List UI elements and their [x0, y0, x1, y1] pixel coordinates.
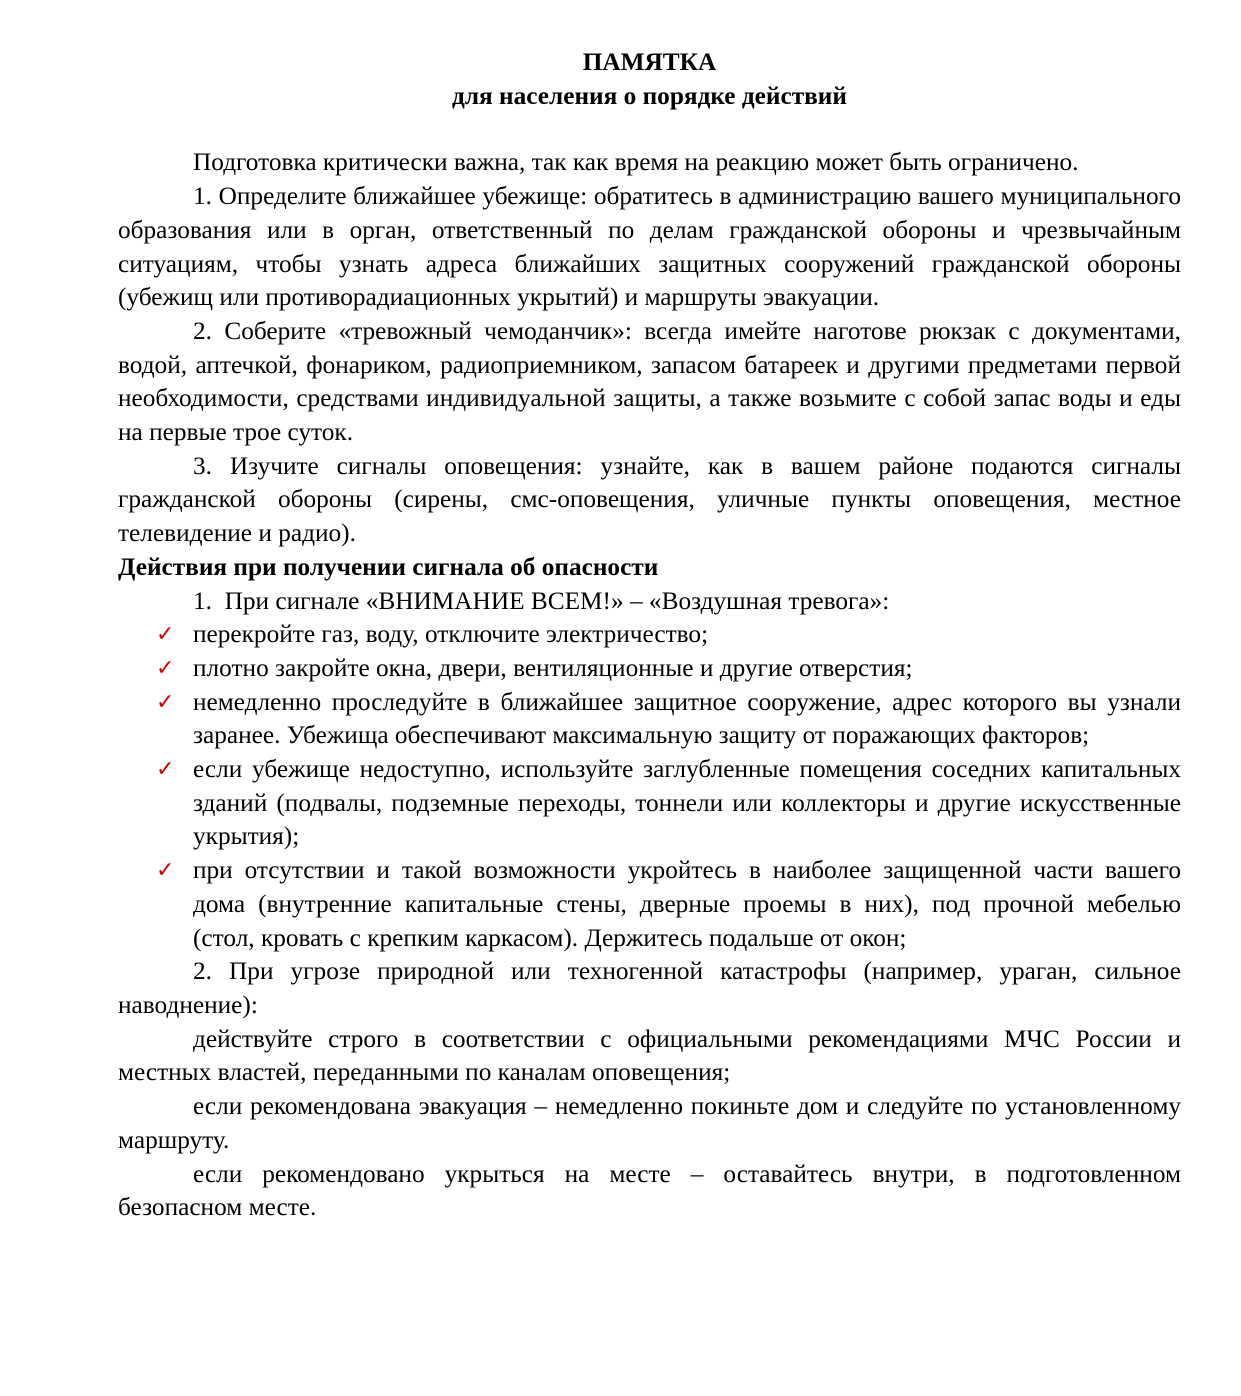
section-heading: Действия при получении сигнала об опасности: [118, 552, 659, 581]
document-page: [118, 46, 1181, 1225]
checklist-item-text: немедленно проследуйте в ближайшее защитное сооружение, адрес которого вы узнали заранее. Убежища обеспечивают максимальную защиту от поражающих факторов;: [193, 687, 1181, 750]
checklist-item-text: перекройте газ, воду, отключите электричество;: [193, 620, 709, 649]
item-text: Соберите «тревожный чемоданчик»: всегда имейте наготове рюкзак с документами, водой, аптечкой, фонариком, радиоприемником, запасом батареек и другими предметами первой необходимости, средствами индивидуальной защиты, а также возьмите с собой запас воды и еды на первые трое суток.: [118, 316, 1182, 447]
signal-2-paragraph: если рекомендована эвакуация – немедленно покиньте дом и следуйте по установленному маршруту.: [118, 1092, 1181, 1154]
check-mark-icon: ✓: [156, 655, 175, 681]
item-number: 1.: [193, 182, 212, 211]
signal-2-paragraph: действуйте строго в соответствии с официальными рекомендациями МЧС России и местных властей, переданными по каналам оповещения;: [118, 1024, 1181, 1087]
checklist-item: [118, 652, 1181, 686]
checklist-item-text: если убежище недоступно, используйте заглубленные помещения соседних капитальных зданий (подвалы, подземные переходы, тоннели или коллекторы и другие искусственные укрытия);: [193, 755, 1181, 851]
checklist-item: [118, 686, 1181, 753]
spacer: [118, 113, 1181, 146]
preparation-item-1: [118, 180, 1181, 315]
item-text: При угрозе природной или техногенной катастрофы (например, ураган, сильное наводнение):: [118, 957, 1181, 1019]
item-number: 3.: [193, 451, 212, 480]
signal-2-paragraph: если рекомендовано укрыться на месте – оставайтесь внутри, в подготовленном безопасном месте.: [118, 1159, 1181, 1222]
signal-1-checklist: [118, 618, 1181, 955]
checklist-item: [118, 753, 1181, 854]
check-mark-icon: ✓: [156, 622, 175, 648]
checklist-item: [118, 618, 1181, 652]
check-mark-icon: ✓: [156, 757, 175, 783]
item-number: 2.: [193, 316, 212, 345]
checklist-item-text: при отсутствии и такой возможности укройтесь в наиболее защищенной части вашего дома (внутренние капитальные стены, дверные проемы в них), под прочной мебелью (стол, кровать с крепким каркасом). Держитесь подальше от окон;: [193, 856, 1181, 952]
document-title: ПАМЯТКА: [582, 48, 717, 76]
intro-paragraph: Подготовка критически важна, так как время на реакцию может быть ограничено.: [193, 148, 1079, 177]
preparation-item-2: [118, 315, 1181, 450]
document-subtitle: для населения о порядке действий: [452, 81, 847, 110]
preparation-item-3: [118, 450, 1181, 551]
checklist-item-text: плотно закройте окна, двери, вентиляционные и другие отверстия;: [193, 653, 913, 682]
item-number: 1.: [193, 586, 212, 615]
checklist-item: [118, 854, 1181, 955]
item-text: Определите ближайшее убежище: обратитесь в администрацию вашего муниципального образования или в орган, ответственный по делам гражданской обороны и чрезвычайным ситуациям, чтобы узнать адреса ближайших защитных сооружений гражданской обороны (убежищ или противорадиационных укрытий) и маршруты эвакуации.: [118, 182, 1181, 312]
signal-2-heading: [118, 955, 1181, 1022]
item-text: При сигнале «ВНИМАНИЕ ВСЕМ!» – «Воздушная тревога»:: [224, 586, 890, 615]
item-text: Изучите сигналы оповещения: узнайте, как в вашем районе подаются сигналы гражданской обороны (сирены, смс-оповещения, уличные пункты оповещения, местное телевидение и радио).: [118, 451, 1181, 548]
check-mark-icon: ✓: [156, 858, 175, 884]
item-number: 2.: [193, 957, 212, 986]
check-mark-icon: ✓: [156, 689, 175, 715]
signal-1-heading: [118, 585, 1181, 619]
